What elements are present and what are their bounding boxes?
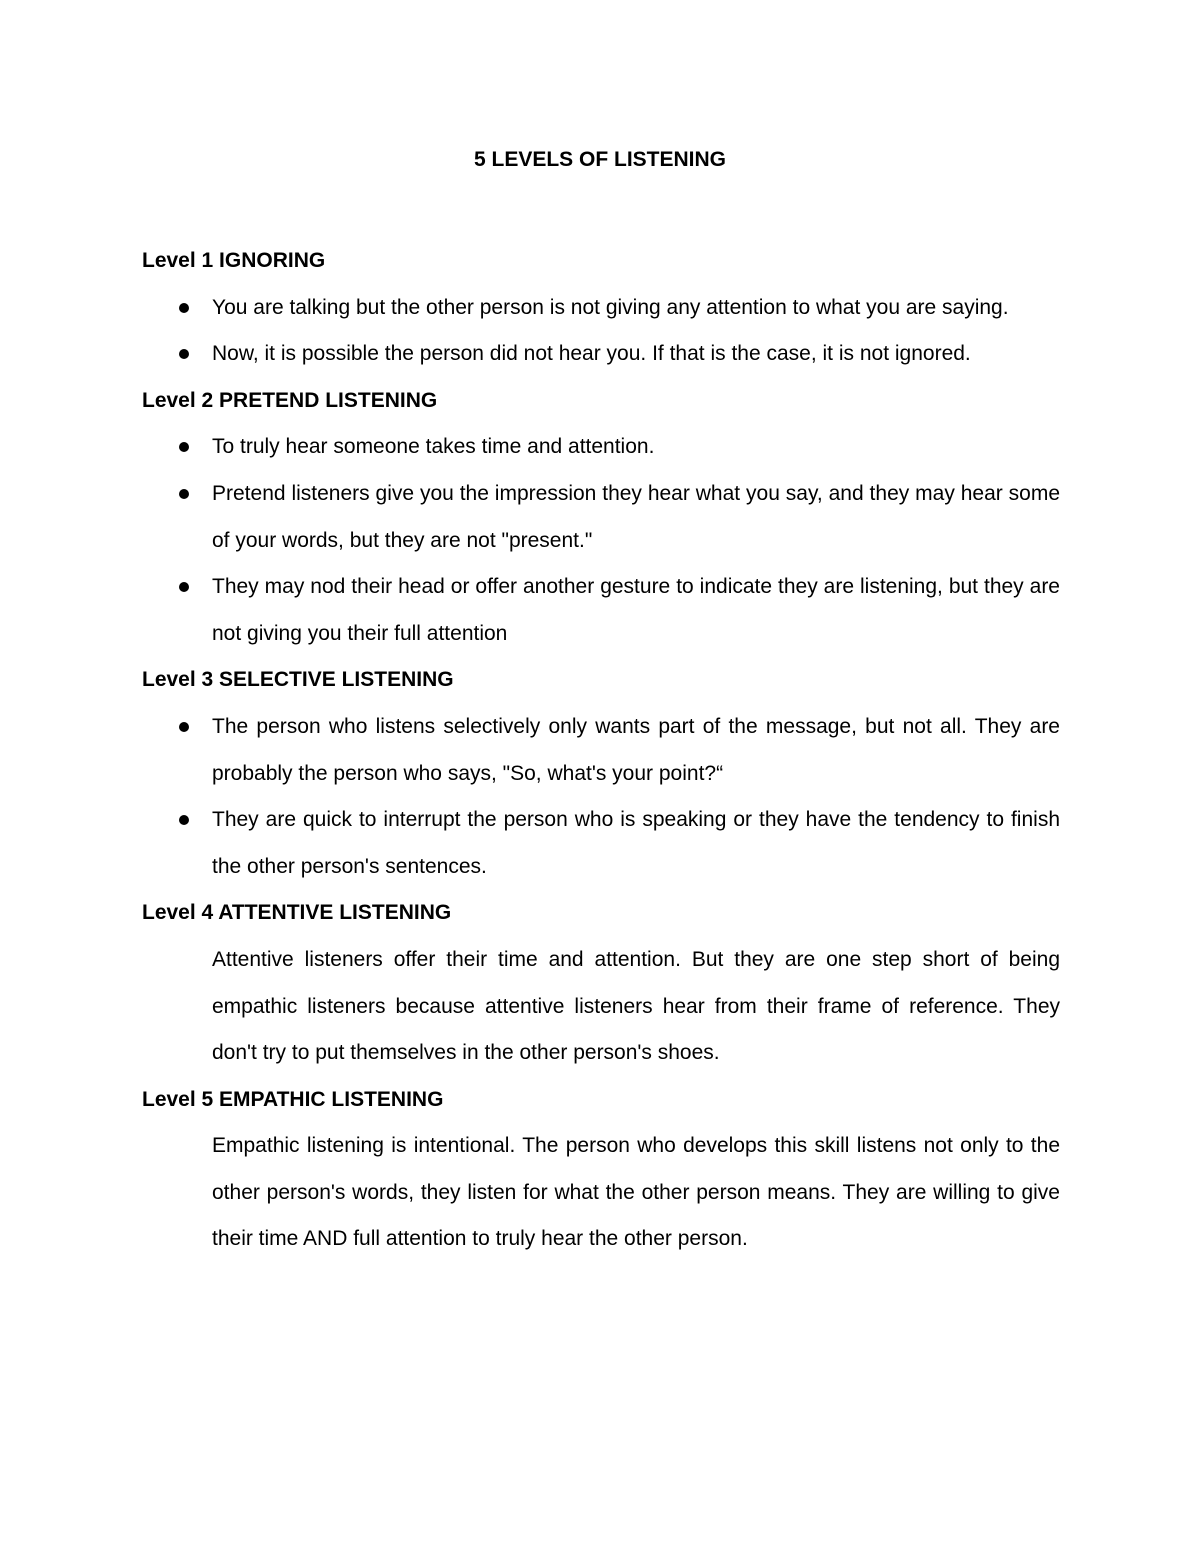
section-paragraph: Attentive listeners offer their time and attention. But they are one step short of being empathic listeners because attentive listeners hear from their frame of reference. They don't try to put themselves in the other person's shoes. <box>212 947 1060 1065</box>
section-level-5 <box>142 1077 1060 1263</box>
section-heading: Level 3 SELECTIVE LISTENING <box>142 668 454 692</box>
bullet-icon <box>179 582 189 592</box>
bullet-item <box>212 564 1060 657</box>
bullet-text: You are talking but the other person is not giving any attention to what you are saying. <box>212 295 1009 319</box>
bullet-icon <box>179 815 189 825</box>
bullet-item <box>212 797 1060 890</box>
bullet-text: They are quick to interrupt the person who is speaking or they have the tendency to finish the other person's sentences. <box>212 808 1060 878</box>
bullet-icon <box>179 489 189 499</box>
bullet-text: The person who listens selectively only wants part of the message, but not all. They are probably the person who says, "So, what's your point?“ <box>212 714 1060 785</box>
document-title: 5 LEVELS OF LISTENING <box>473 148 727 171</box>
bullet-item <box>212 471 1060 564</box>
bullet-text: Now, it is possible the person did not hear you. If that is the case, it is not ignored. <box>212 342 971 366</box>
section-paragraph: Empathic listening is intentional. The person who develops this skill listens not only to the other person's words, they listen for what the other person means. They are willing to give their time AND full attention to truly hear the other person. <box>212 1134 1060 1251</box>
bullet-item <box>212 704 1060 797</box>
document-body <box>142 238 1060 1263</box>
bullet-icon <box>179 722 189 732</box>
bullet-text: To truly hear someone takes time and attention. <box>212 435 655 459</box>
section-heading: Level 2 PRETEND LISTENING <box>142 388 438 412</box>
bullet-list <box>142 704 1060 890</box>
section-heading: Level 4 ATTENTIVE LISTENING <box>142 901 452 925</box>
bullet-item <box>212 424 1060 471</box>
section-level-1 <box>142 238 1060 378</box>
section-level-3 <box>142 657 1060 890</box>
section-level-4 <box>142 890 1060 1076</box>
bullet-text: Pretend listeners give you the impression they hear what you say, and they may hear some of your words, but they are not "present." <box>212 481 1060 552</box>
bullet-icon <box>179 442 189 452</box>
section-level-2 <box>142 378 1060 658</box>
bullet-list <box>142 424 1060 657</box>
bullet-icon <box>179 303 189 313</box>
bullet-item <box>212 331 1060 378</box>
bullet-text: They may nod their head or offer another gesture to indicate they are listening, but they are not giving you their full attention <box>212 575 1060 645</box>
bullet-item <box>212 285 1060 332</box>
section-heading: Level 5 EMPATHIC LISTENING <box>142 1087 444 1111</box>
bullet-icon <box>179 349 189 359</box>
bullet-list <box>142 285 1060 378</box>
section-heading: Level 1 IGNORING <box>142 249 326 272</box>
